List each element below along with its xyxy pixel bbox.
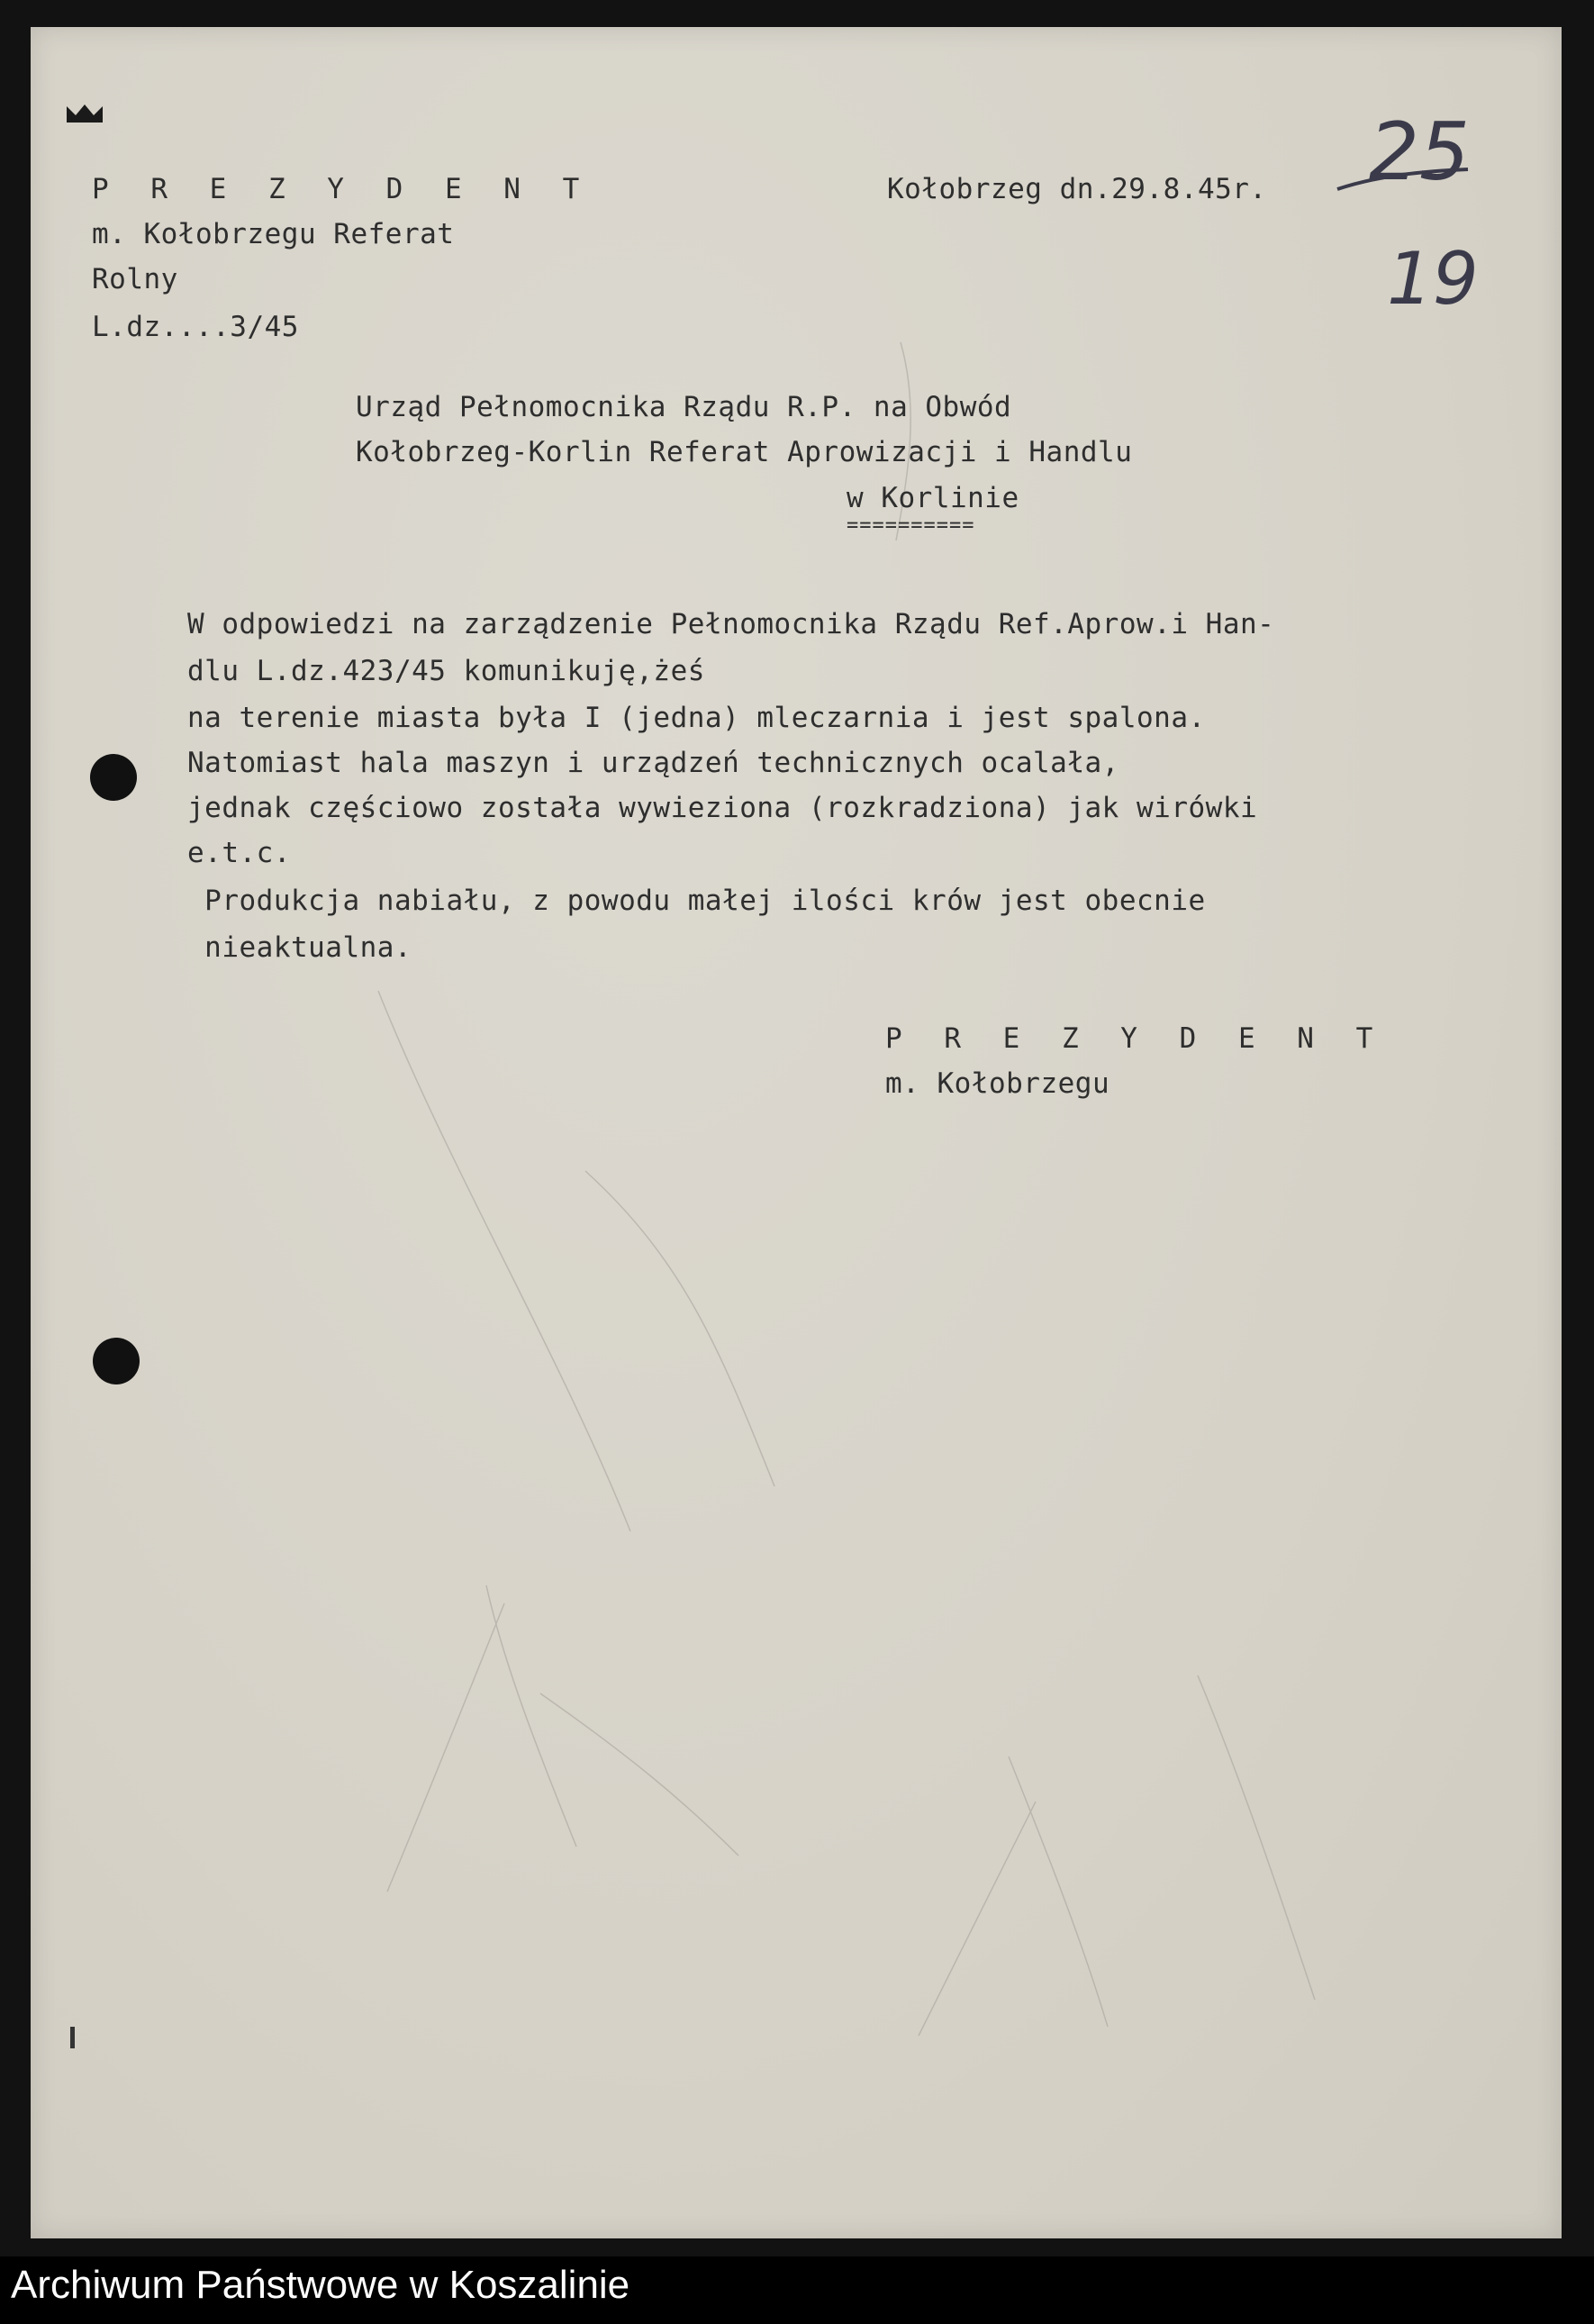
body-line: Produkcja nabiału, z powodu małej ilości krów jest obecnie	[187, 885, 1206, 917]
addressee-line3: w Korlinie	[847, 482, 1019, 514]
handwritten-number-crossed: 25	[1369, 105, 1470, 198]
signature-line2: m. Kołobrzegu	[885, 1067, 1110, 1100]
place-date: Kołobrzeg dn.29.8.45r.	[887, 173, 1267, 205]
body-line: dlu L.dz.423/45 komunikuję,żeś	[187, 655, 705, 687]
sender-line2: m. Kołobrzegu Referat	[92, 218, 455, 250]
strikethrough-line	[1333, 153, 1477, 207]
body-line: W odpowiedzi na zarządzenie Pełnomocnika Rządu Ref.Aprow.i Han-	[187, 608, 1275, 640]
signature-title: P R E Z Y D E N T	[885, 1022, 1386, 1055]
edge-tick-mark	[70, 2027, 75, 2048]
handwritten-number: 19	[1387, 237, 1479, 321]
footer-archive-name: Archiwum Państwowe w Koszalinie	[11, 2263, 630, 2307]
addressee-underline: ==========	[847, 514, 975, 537]
sender-line3: Rolny	[92, 263, 178, 295]
reference-number: L.dz....3/45	[92, 311, 299, 343]
corner-mark-icon	[65, 101, 106, 124]
body-line: jednak częściowo została wywieziona (rozkradziona) jak wirówki	[187, 792, 1258, 824]
body-line: e.t.c.	[187, 837, 291, 869]
body-line: Natomiast hala maszyn i urządzeń technicznych ocalała,	[187, 747, 1119, 779]
punch-hole-top	[90, 754, 137, 801]
addressee-line2: Kołobrzeg-Korlin Referat Aprowizacji i Handlu	[356, 436, 1133, 468]
addressee-line1: Urząd Pełnomocnika Rządu R.P. na Obwód	[356, 391, 1012, 423]
punch-hole-bottom	[93, 1338, 140, 1384]
body-line: nieaktualna.	[187, 931, 412, 964]
sender-title: P R E Z Y D E N T	[92, 173, 593, 205]
body-line: na terenie miasta była I (jedna) mleczarnia i jest spalona.	[187, 702, 1206, 734]
